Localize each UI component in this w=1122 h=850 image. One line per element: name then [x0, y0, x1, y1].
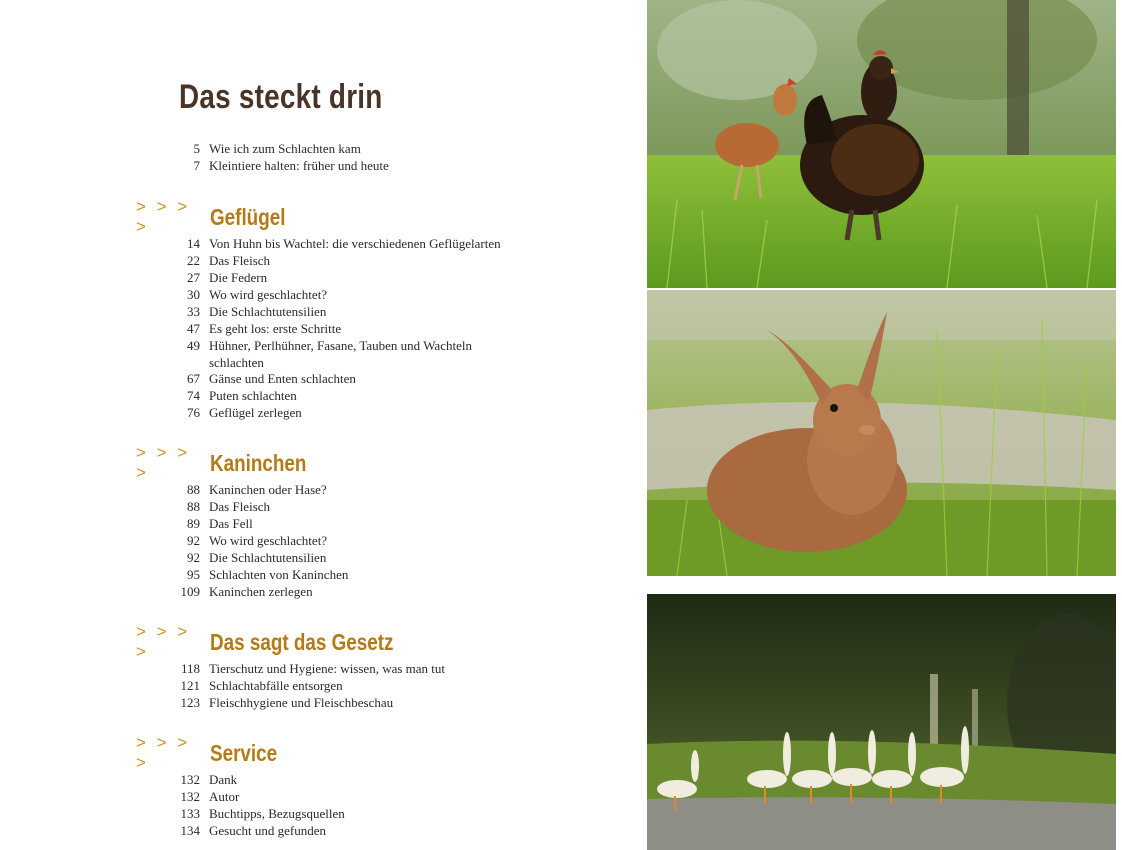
page-number: 27	[187, 270, 200, 285]
toc-entry[interactable]	[170, 303, 560, 320]
entry-title: Von Huhn bis Wachtel: die verschiedenen Geflügelarten	[209, 236, 501, 251]
page-number: 132	[180, 789, 200, 804]
page-number: 14	[187, 236, 200, 251]
toc-entry[interactable]	[170, 822, 560, 839]
section-title: Geflügel	[210, 203, 286, 230]
entry-title: Kaninchen zerlegen	[209, 584, 313, 599]
ducks-photo	[647, 594, 1116, 850]
section-title: Das sagt das Gesetz	[210, 628, 394, 655]
entry-title: Kleintiere halten: früher und heute	[209, 158, 389, 173]
toc-entry[interactable]	[170, 235, 560, 252]
page-number: 22	[187, 253, 200, 268]
entry-title: Das Fleisch	[209, 499, 271, 514]
toc-entry[interactable]	[170, 771, 560, 788]
page-title: Das steckt drin	[179, 78, 383, 116]
page-number: 92	[187, 550, 200, 565]
entry-title: Wo wird geschlachtet?	[209, 287, 328, 302]
toc-entry[interactable]	[170, 320, 560, 337]
chicken-photo	[647, 0, 1116, 288]
arrows-marker: > > > >	[136, 733, 191, 772]
toc-entry[interactable]	[170, 481, 560, 498]
toc-entry[interactable]	[170, 694, 560, 711]
page-number: 7	[193, 158, 200, 173]
page-number: 118	[180, 661, 200, 676]
toc-entry[interactable]	[170, 677, 560, 694]
page-number: 47	[187, 321, 200, 336]
page-number: 134	[180, 823, 200, 838]
section-heading-kaninchen	[136, 443, 328, 483]
toc-entry[interactable]	[170, 337, 510, 371]
page-number: 132	[180, 772, 200, 787]
entry-title: Gänse und Enten schlachten	[209, 371, 356, 386]
toc-entry[interactable]	[170, 370, 560, 387]
entry-title: Puten schlachten	[209, 388, 297, 403]
section-heading-gesetz	[136, 622, 434, 662]
toc-entry[interactable]	[170, 269, 560, 286]
toc-entry[interactable]	[170, 498, 560, 515]
entry-title: Geflügel zerlegen	[209, 405, 302, 420]
entry-title: Dank	[209, 772, 238, 787]
entry-title: Schlachtabfälle entsorgen	[209, 678, 343, 693]
entry-title: Kaninchen oder Hase?	[209, 482, 327, 497]
page-number: 88	[187, 499, 200, 514]
toc-entry[interactable]	[170, 404, 560, 421]
arrows-marker: > > > >	[136, 443, 191, 482]
toc-entry[interactable]	[170, 549, 560, 566]
toc-entry[interactable]	[170, 532, 560, 549]
page-number: 76	[187, 405, 200, 420]
entry-title: Das Fell	[209, 516, 253, 531]
toc-entry[interactable]	[170, 583, 560, 600]
page-number: 88	[187, 482, 200, 497]
entry-title: Fleischhygiene und Fleischbeschau	[209, 695, 394, 710]
entry-title: Schlachten von Kaninchen	[209, 567, 349, 582]
toc-entry[interactable]	[170, 286, 560, 303]
entry-title: Autor	[209, 789, 240, 804]
page-number: 123	[180, 695, 200, 710]
page-number: 89	[187, 516, 200, 531]
arrows-marker: > > > >	[136, 622, 191, 661]
page-number: 74	[187, 388, 200, 403]
toc-entry[interactable]	[170, 157, 560, 174]
entry-title: Tierschutz und Hygiene: wissen, was man tut	[209, 661, 446, 676]
toc-entry[interactable]	[170, 788, 560, 805]
entry-title: Buchtipps, Bezugsquellen	[209, 806, 345, 821]
toc-entry[interactable]	[170, 140, 560, 157]
page-number: 121	[180, 678, 200, 693]
entry-title: Die Schlachtutensilien	[209, 304, 327, 319]
rabbit-photo	[647, 290, 1116, 576]
entry-title: Hühner, Perlhühner, Fasane, Tauben und Wachteln schlachten	[209, 338, 472, 370]
arrows-marker: > > > >	[136, 197, 191, 236]
page-number: 133	[180, 806, 200, 821]
toc-entry[interactable]	[170, 515, 560, 532]
entry-title: Gesucht und gefunden	[209, 823, 326, 838]
toc-entry[interactable]	[170, 566, 560, 583]
entry-title: Wie ich zum Schlachten kam	[209, 141, 361, 156]
entry-title: Das Fleisch	[209, 253, 271, 268]
entry-title: Die Federn	[209, 270, 268, 285]
toc-entry[interactable]	[170, 252, 560, 269]
page-number: 95	[187, 567, 200, 582]
page-number: 30	[187, 287, 200, 302]
toc-entry[interactable]	[170, 660, 560, 677]
toc-entry[interactable]	[170, 387, 560, 404]
section-title: Kaninchen	[210, 449, 307, 476]
section-title: Service	[210, 739, 278, 766]
page-number: 67	[187, 371, 200, 386]
page-number: 109	[180, 584, 200, 599]
page-number: 33	[187, 304, 200, 319]
section-heading-service	[136, 733, 292, 773]
entry-title: Es geht los: erste Schritte	[209, 321, 342, 336]
page-number: 92	[187, 533, 200, 548]
page-number: 5	[193, 141, 200, 156]
section-heading-gefluegel	[136, 197, 302, 237]
entry-title: Die Schlachtutensilien	[209, 550, 327, 565]
entry-title: Wo wird geschlachtet?	[209, 533, 328, 548]
toc-entry[interactable]	[170, 805, 560, 822]
page-number: 49	[187, 338, 200, 353]
